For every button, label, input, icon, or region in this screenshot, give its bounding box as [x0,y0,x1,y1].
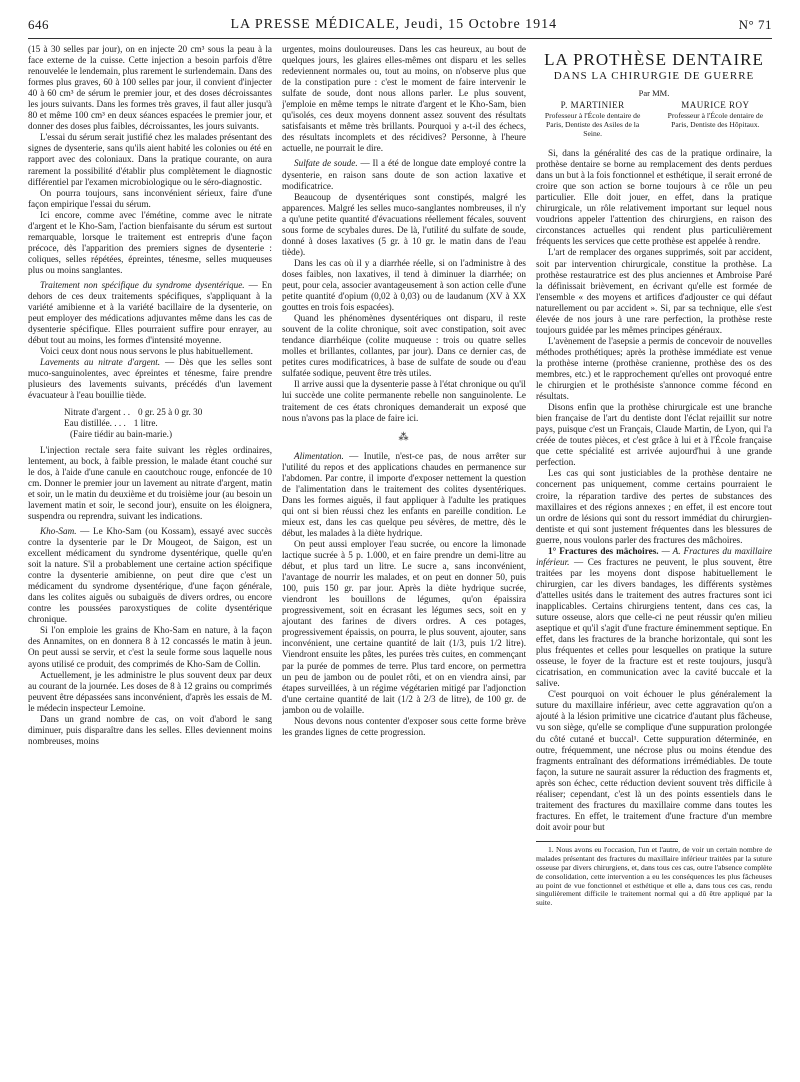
paragraph: Disons enfin que la prothèse chirurgicale est une branche bien française de l'art du dentiste dont l'éclat rejaillit sur notre pays, puisque c'est un Français, Claude Martin, de Lyon, qui l'a créée de toutes pièces, et c'est grâce à lui et à l'École française que cette spécialité est arrivée aujourd'hui à une grande perfection. [536,402,772,468]
paragraph: Actuellement, je les administre le plus souvent deux par deux au courant de la journée. Les doses de 8 à 12 grains ou comprimés peuvent être dépassées sans inconvénient, d'après les essais de M. le médecin inspecteur Lemoine. [28,669,272,713]
paragraph: (15 à 30 selles par jour), on en injecte 20 cm³ sous la peau à la face externe de la cuisse. Cette injection a besoin parfois d'être renouvelée le lendemain, plus rarement le surlendemain. Dans des formes plus graves, 60 à 100 selles par jour, il convient d'injecter 40 à 60 cm³ de sérum le premier jour, et des doses décroissantes les jours suivants. Dans les formes très graves, il faut aller jusqu'à 80 et même 100 cm³ en deux séances espacées le premier jour, et donner des doses plus faibles, décroissantes, les jours suivants. [28,44,272,132]
formula-value: 0 gr. 25 à 0 gr. 30 [138,406,203,417]
footnote-rule [536,841,678,842]
author-name: MAURICE ROY [681,100,750,111]
prescription-formula [64,407,272,440]
issue-number: N° 71 [738,17,772,32]
paragraph: L'essai du sérum serait justifié chez les malades présentant des signes de dysenterie, sans qu'ils aient habité les colonies ou été en rapport avec des coloniaux. Dans la pratique courante, on aura rarement la possibilité d'établir plus complètement le diagnostic différentiel par l'examen microbiologique ou le séro-diagnostic. [28,132,272,187]
author-2 [659,101,772,138]
paragraph [282,158,526,191]
paragraph: Quand les phénomènes dysentériques ont disparu, il reste souvent de la colite chronique, soit avec constipation, soit avec tendance diarrhéique (colite muqueuse : trois ou quatre selles molles et brillantes, collantes, par jour). Dans ce dernier cas, de petites cures modificatrices, à base de sulfate de soude ou d'eau sulfatée sodique, peuvent être très utiles. [282,313,526,379]
column-1 [28,44,272,1070]
section-lead: 1° Fractures des mâchoires. [548,545,659,556]
paragraph: Ici encore, comme avec l'émétine, comme avec le nitrate d'argent et le Kho-Sam, l'action bienfaisante du sérum est surtout remarquable, lorsque le traitement est entrepris d'une façon précoce, dès l'apparition des premiers signes de dysenterie : coliques, selles répétées, épreintes, ténesme, selles muqueuses plus ou moins sanglantes. [28,209,272,275]
formula-label: Nitrate d'argent . . [64,406,131,417]
article-title: LA PROTHÈSE DENTAIRE [544,50,764,69]
paragraph [282,451,526,539]
paragraph: L'avènement de l'asepsie a permis de concevoir de nouvelles méthodes prothétiques; après la prothèse immédiate est venue la prothèse interne (prothèse cranienne, prothèse des os des membres, etc.) et le rapprochement qu'elles ont provoqué entre le chirurgien et le prothésiste s'annonce comme fécond en résultats. [536,335,772,402]
paragraph: Si, dans la généralité des cas de la pratique ordinaire, la prothèse dentaire se borne au remplacement des dents perdues dans un but à la fois fonctionnel et esthétique, il serait erroné de croire que son action se borne toujours à ce rôle un peu particulier. Elle doit jouer, en effet, dans la pratique chirurgicale, un rôle relativement important sur lequel nous voudrions appeler l'attention des chirurgiens, en raison des circonstances actuelles qui rendent plus particulièrement fréquents les services que cette prothèse est appelée à rendre. [536,148,772,247]
paragraph: Si l'on emploie les grains de Kho-Sam en nature, à la façon des Annamites, on en donnera 8 à 12 concassés le matin à jeun. On peut aussi se servir, et c'est la seule forme sous laquelle nous ayons utilisé ce produit, des comprimés de Kho-Sam de Collin. [28,625,272,669]
paragraph: C'est pourquoi on voit échouer le plus généralement la suture du maxillaire inférieur, avec cette aggravation qu'on a ajouté à la lésion primitive une cicatrice d'autant plus fâcheuse, vu son siège, qu'elle se complique d'une suppuration prolongée du côté cutané et buccal¹. Cette suppuration déterminée, en outre, fréquemment, une nécrose plus ou moins étendue des fragments entraînant des déformations irrémédiables. De toute façon, la suture ne saurait assurer la réduction des fragments et, après son échec, cette réduction devient souvent très difficile à réaliser; cependant, c'est là un des points essentiels dans le traitement des fractures du maxillaire comme dans toutes les fractures. En effet, le traitement d'une fracture d'un membre doit avoir pour but [536,689,772,832]
paragraph [536,546,772,690]
paragraph: urgentes, moins douloureuses. Dans les cas heureux, au bout de quelques jours, les glaires elles-mêmes ont disparu et les selles redeviennent normales ou, tout au moins, on n'observe plus que de la constipation pure : c'est le moment de faire intervenir le sulfate de soude, dont nous allons parler. Le plus souvent, j'emploie en même temps le nitrate d'argent et le Kho-Sam, bien qu'isolés, ces deux moyens donnent assez souvent des résultats satisfaisants et même très brillants. Pourquoi y a-t-il des échecs, des résultats incomplets et des récidives? Personne, à l'heure actuelle, ne pourrait le dire. [282,44,526,154]
section-separator: ⁂ [398,431,410,443]
paragraph-text: — Dès que les selles sont muco-sanguinolentes, avec épreintes et ténesme, faire prendre plusieurs des lavements suivants, précédés d'un lavement évacuateur à l'eau bouillie tiède. [28,357,272,401]
paragraph: On peut aussi employer l'eau sucrée, ou encore la limonade lactique sucrée à 5 p. 1.000, et en faire prendre un demi-litre au début, et plus tard un litre. Le sucre a, sans inconvénient, l'avantage de nourrir les malades, et on peut en donner 50, puis 100, puis 150 gr. par jour. Après la diète hydrique sucrée, viendront les bouillons de légumes, qu'on épaissira progressivement, soit en écrasant les légumes secs, soit en y ajoutant des farines de divers ordres. A ces potages, progressivement épaissis, on pourra, le plus souvent, ajouter, sans inconvénient, une certaine quantité de lait (1/3, puis 1/2 litre). Viendront ensuite les pâtes, les purées très cuites, en commençant par la purée de pommes de terre. Plus tard encore, on permettra un peu de jambon ou de poulet rôti, et on en viendra ainsi, par étapes surveillées, à un régime végétarien mitigé par l'adjonction d'une certaine quantité de lait (1/2 à 2/3 de litre), de 100 gr. de jambon ou de volaille. [282,539,526,715]
section-lead: Traitement non spécifique du syndrome dysentérique. [40,279,245,290]
paragraph: Beaucoup de dysentériques sont constipés, malgré les apparences. Malgré les selles muco-sanglantes nombreuses, il n'y a qu'une petite quantité d'évacuations réellement fécales, souvent sous forme de scybales dures. De là, l'utilité du sulfate de soude, donné à doses laxatives (5 gr. à 10 gr. le matin dans de l'eau tiède). [282,191,526,257]
paragraph-text: — Il a été de longue date employé contre la dysenterie, en raison sans doute de son action laxative et modificatrice. [282,158,526,191]
paragraph-text: — Inutile, n'est-ce pas, de nous arrêter sur l'utilité du repos et des applications chaudes en permanence sur l'abdomen. Par contre, il importe d'exposer nettement la question de l'alimentation dans le traitement des colites dysentériques. Dans les formes aiguës, il faut appliquer à l'adulte les pratiques qui ont si bien réussi chez les enfants en pareille condition. Le mieux est, dans les cas quelque peu sévères, de mettre, dès le début, les malades à la diète hydrique. [282,450,526,538]
paragraph-text: — Ces fractures ne peuvent, le plus souvent, être traitées par les moyens dont dispose habituellement le chirurgien, car les divers bandages, les différents systèmes d'attelles usités dans le traitement des autres fractures sont ici inapplicables. Certains chirurgiens tentent, dans ces cas, la suture osseuse, alors que celle-ci ne peut réussir qu'en milieu aseptique et qu'il s'agit d'une fracture éminemment septique. En effet, dans les fractures de la branche horizontale, qui sont les plus fréquentes et celles pour lesquelles on pratique la suture osseuse, le foyer de la fracture est et reste toujours, jusqu'à cicatrisation, en communication avec la cavité buccale et la salive. [536,556,772,689]
byline-prefix: Par MM. [638,88,670,98]
section-lead: Alimentation. [294,450,344,461]
formula-note: (Faire tiédir au bain-marie.) [70,428,173,439]
author-affiliation: Professeur à l'École dentaire de Paris, Dentiste des Asiles de la Seine. [544,111,641,139]
footnote: 1. Nous avons eu l'occasion, l'un et l'autre, de voir un certain nombre de malades présentant des fractures du maxillaire inférieur traitées par la suture osseuse par divers chirurgiens, et, dans tous ces cas, outre l'absence complète de consolidation, cette intervention a eu les conséquences les plus fâcheuses au point de vue fonctionnel et esthétique et elle a, dans tous ces cas, rendu singulièrement difficile le traitement normal qui a dû être appliqué par la suite. [536,844,772,908]
paragraph [28,526,272,625]
column-2 [282,44,526,1070]
page-header [28,14,772,36]
paragraph: Nous devons nous contenter d'exposer sous cette forme brève les grandes lignes de cette progression. [282,715,526,737]
paragraph: L'injection rectale sera faite suivant les règles ordinaires, lentement, au bock, à faible pression, le malade étant couché sur le dos, à l'aide d'une canule en caoutchouc rouge, enfoncée de 10 cm. Donner le premier jour un lavement au nitrate d'argent, matin et soir, un le matin du deuxième et du troisième jour (au besoin un lavement matin et soir, le second jour), ensuite on les éloignera, suspendra ou reprendra, suivant les indications. [28,444,272,521]
column-3 [536,44,772,1070]
paragraph: L'art de remplacer des organes supprimés, soit par accident, soit par intervention chirurgicale, constitue la prothèse. La prothèse restauratrice est des plus anciennes et Ambroise Paré la définissait brièvement, en écrivant qu'elle est formée de l'ensemble « des moyens et artifices d'adjouster ce qui défaut naturellement ou par accident ». Si, par sa technique, elle s'est élevée de nos jours à une rare perfection, la prothèse reste toujours guidée par les mêmes principes généraux. [536,247,772,335]
paragraph [28,357,272,401]
paragraph-text: — En dehors de ces deux traitements spécifiques, s'appliquant à la variété amibienne et à la variété bacillaire de la dysenterie, on peut employer des médications adjuvantes même dans les cas de dysenterie spécifique. Elles pourraient suffire pour enrayer, au début tout au moins, les formes d'intensité moyenne. [28,279,272,346]
author-1 [536,101,649,138]
formula-value: 1 litre. [133,417,158,428]
header-rule [28,38,772,39]
section-lead: Lavements au nitrate d'argent. [40,357,161,368]
paragraph: Dans un grand nombre de cas, on voit d'abord le sang diminuer, puis disparaître dans les selles. Elles deviennent moins nombreuses, moins [28,713,272,746]
paragraph [28,280,272,346]
paragraph: Il arrive aussi que la dysenterie passe à l'état chronique ou qu'il lui succède une colite permanente rebelle non sanguinolente. Le traitement de ces états chroniques demanderait un exposé que nous n'avons pas la place de faire ici. [282,379,526,423]
author-name: P. MARTINIER [560,100,625,111]
subsection-lead: — A. Fractures du maxillaire inférieur. [536,545,772,567]
section-lead: Kho-Sam. [40,525,77,536]
article-subtitle: DANS LA CHIRURGIE DE GUERRE [553,70,755,82]
paragraph-text: — Le Kho-Sam (ou Kossam), essayé avec succès contre la dysenterie par le Dr Mougeot, de Saigon, est un excellent médicament du syndrome dysentérique, quelle qu'en soit la nature. S'il a probablement une certaine action spécifique contre la dysenterie amibienne, on peut dire que c'est un médicament du syndrome dysentérique, d'une façon générale, dans les colites aiguës ou subaiguës de divers ordres, ou encore contre les poussées paroxystiques de colite dysentérique chronique. [28,525,272,625]
page-number: 646 [28,17,49,32]
paragraph: Dans les cas où il y a diarrhée réelle, si on l'administre à des doses faibles, non laxatives, il tend à diminuer la diarrhée; on peut, pour cela, associer avantageusement à son action celle d'une petite quantité d'opium (0,02 à 0,03) ou de laudanum (XV à XX gouttes en trois fois espacées). [282,257,526,313]
author-affiliation: Professeur à l'École dentaire de Paris, Dentiste des Hôpitaux. [667,111,764,130]
paragraph: Les cas qui sont justiciables de la prothèse dentaire ne concernent pas uniquement, comme certains pourraient le croire, la réparation tardive des pertes de substances des maxillaires et des régions annexes ; en effet, il est encore tout un ordre de lésions qui sont du ressort immédiat du chirurgien-dentiste et qui sont justement fréquentes dans les blessures de guerre, nous voulons parler des fractures des mâchoires. [536,468,772,545]
formula-label: Eau distillée. . . . [64,417,126,428]
publication-title: LA PRESSE MÉDICALE, Jeudi, 15 Octobre 1914 [230,17,558,32]
paragraph: Voici ceux dont nous nous servons le plus habituellement. [40,346,253,357]
authors [536,101,772,138]
section-lead: Sulfate de soude. [294,158,358,169]
paragraph: On pourra toujours, sans inconvénient sérieux, faire d'une façon empirique l'essai du sérum. [28,187,272,209]
